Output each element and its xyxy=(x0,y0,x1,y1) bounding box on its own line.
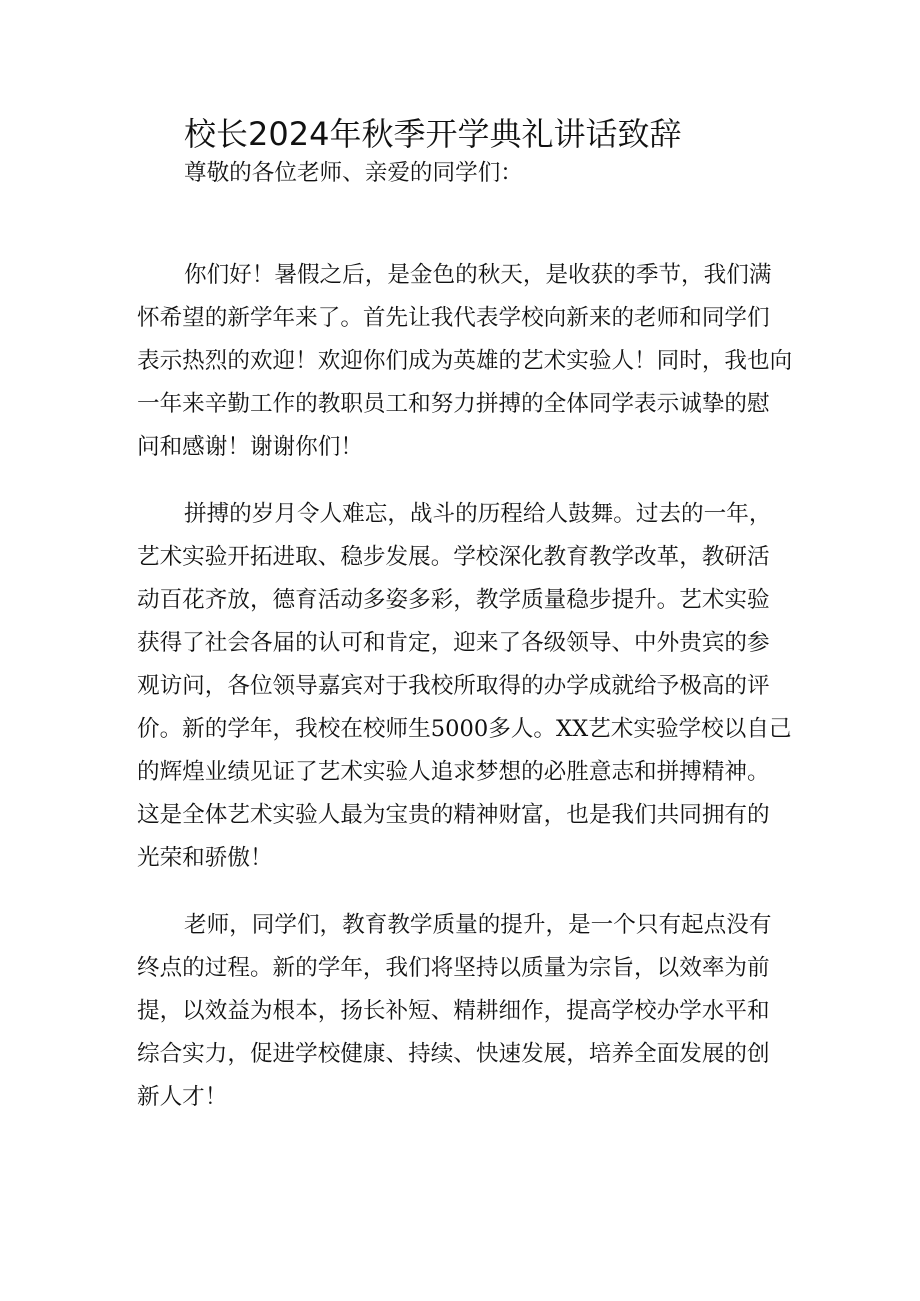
body-line: 表示热烈的欢迎！欢迎你们成为英雄的艺术实验人！同时，我也向 xyxy=(137,348,793,374)
body-line: 怀希望的新学年来了。首先让我代表学校向新来的老师和同学们 xyxy=(137,305,770,331)
body-line: 获得了社会各届的认可和肯定，迎来了各级领导、中外贵宾的参 xyxy=(137,630,770,656)
body-line: 动百花齐放，德育活动多姿多彩，教学质量稳步提升。艺术实验 xyxy=(137,587,770,613)
body-line: 拼搏的岁月令人难忘，战斗的历程给人鼓舞。过去的一年， xyxy=(184,501,772,527)
body-line: 价。新的学年，我校在校师生5000多人。XX艺术实验学校以自己 xyxy=(137,716,792,742)
body-line: 老师，同学们，教育教学质量的提升，是一个只有起点没有 xyxy=(184,912,772,938)
body-line: 观访问，各位领导嘉宾对于我校所取得的办学成就给予极高的评 xyxy=(137,673,770,699)
body-line: 终点的过程。新的学年，我们将坚持以质量为宗旨，以效率为前 xyxy=(137,955,770,981)
body-line: 光荣和骄傲！ xyxy=(137,845,273,871)
document-title: 校长2024年秋季开学典礼讲话致辞 xyxy=(184,115,682,153)
body-line: 新人才！ xyxy=(137,1084,228,1110)
body-line: 综合实力，促进学校健康、持续、快速发展，培养全面发展的创 xyxy=(137,1041,770,1067)
body-line: 一年来辛勤工作的教职员工和努力拼搏的全体同学表示诚挚的慰 xyxy=(137,391,770,417)
salutation-line: 尊敬的各位老师、亲爱的同学们： xyxy=(184,160,523,186)
body-line: 问和感谢！谢谢你们！ xyxy=(137,434,363,460)
body-line: 这是全体艺术实验人最为宝贵的精神财富，也是我们共同拥有的 xyxy=(137,802,770,828)
body-line: 你们好！暑假之后，是金色的秋天，是收获的季节，我们满 xyxy=(184,262,772,288)
body-line: 提，以效益为根本，扬长补短、精耕细作，提高学校办学水平和 xyxy=(137,998,770,1024)
body-line: 艺术实验开拓进取、稳步发展。学校深化教育教学改革，教研活 xyxy=(137,544,770,570)
body-line: 的辉煌业绩见证了艺术实验人追求梦想的必胜意志和拼搏精神。 xyxy=(137,759,770,785)
